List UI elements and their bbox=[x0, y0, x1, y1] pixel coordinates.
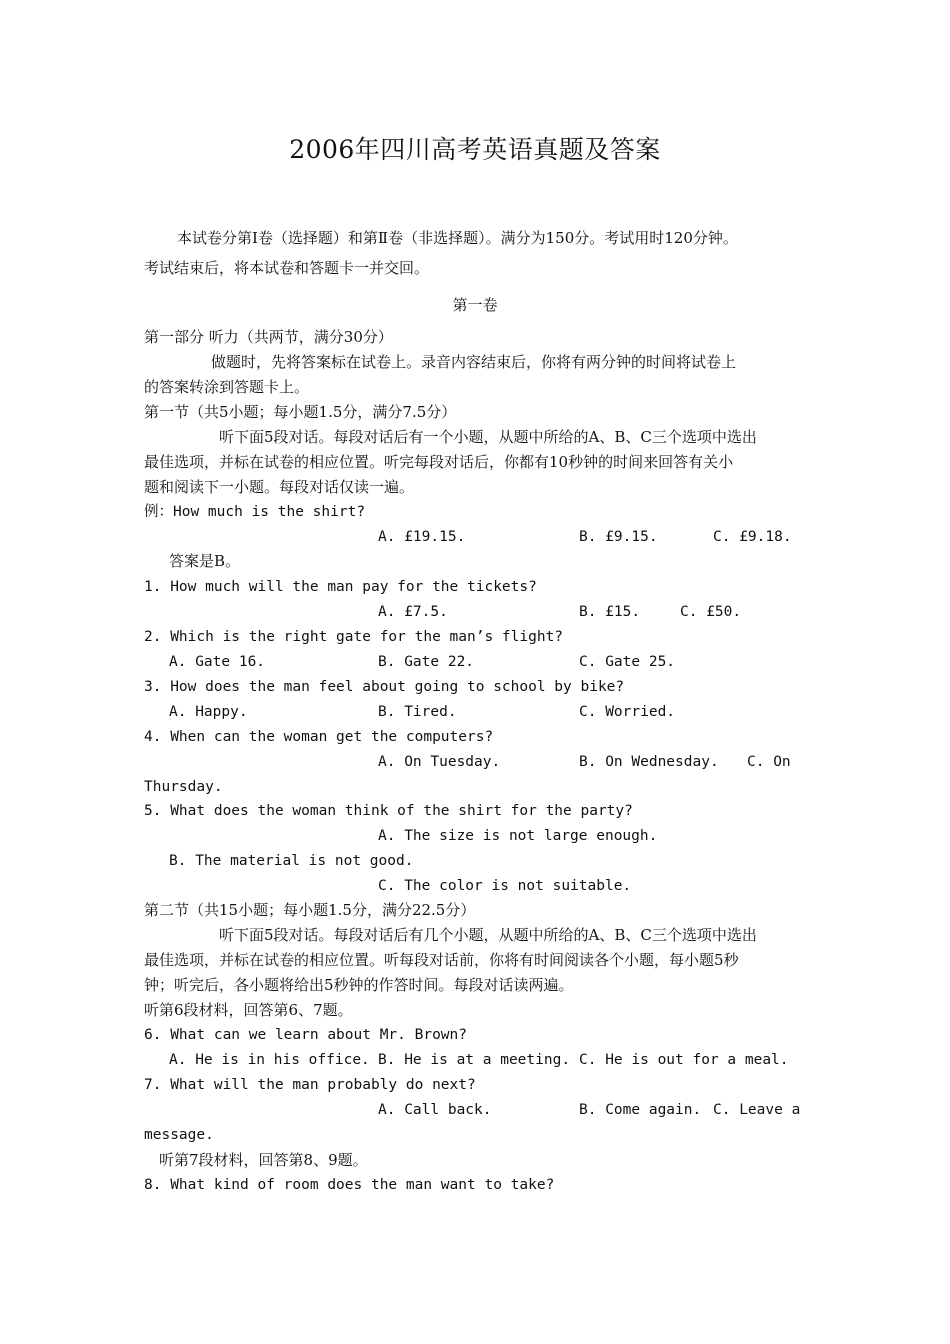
example-option-c: C. £9.18. bbox=[713, 529, 792, 545]
q7-option-a: A. Call back. bbox=[378, 1102, 492, 1118]
q5-option-a: A. The size is not large enough. bbox=[378, 828, 658, 844]
intro-line-2: 考试结束后，将本试卷和答题卡一并交回。 bbox=[144, 259, 430, 277]
q4-option-c-continued: Thursday. bbox=[144, 779, 223, 795]
q5-option-c: C. The color is not suitable. bbox=[378, 878, 632, 894]
section2-instruction-1: 听下面5段对话。每段对话后有几个小题，从题中所给的A、B、C三个选项中选出 bbox=[219, 926, 757, 944]
part1-heading: 第一部分 听力（共两节，满分30分） bbox=[144, 328, 393, 346]
intro-line-1: 本试卷分第Ⅰ卷（选择题）和第Ⅱ卷（非选择题）。满分为150分。考试用时120分钟。 bbox=[177, 229, 738, 247]
section2-instruction-3: 钟；听完后，各小题将给出5秒钟的作答时间。每段对话读两遍。 bbox=[144, 976, 574, 994]
q4-option-b: B. On Wednesday. bbox=[579, 754, 719, 770]
section1-instruction-1: 听下面5段对话。每段对话后有一个小题，从题中所给的A、B、C三个选项中选出 bbox=[219, 428, 757, 446]
example-option-b: B. £9.15. bbox=[579, 529, 658, 545]
q3-question: 3. How does the man feel about going to school by bike? bbox=[144, 679, 625, 695]
section1-heading: 第一节（共5小题；每小题1.5分，满分7.5分） bbox=[144, 403, 457, 421]
q6-option-a: A. He is in his office. bbox=[169, 1052, 370, 1068]
q7-option-c: C. Leave a bbox=[713, 1102, 801, 1118]
section2-heading: 第二节（共15小题；每小题1.5分，满分22.5分） bbox=[144, 901, 476, 919]
example-answer: 答案是B。 bbox=[169, 552, 241, 570]
q1-option-c: C. £50. bbox=[680, 604, 742, 620]
example-option-a: A. £19.15. bbox=[378, 529, 466, 545]
q3-option-b: B. Tired. bbox=[378, 704, 457, 720]
part1-instruction-1: 做题时，先将答案标在试卷上。录音内容结束后，你将有两分钟的时间将试卷上 bbox=[211, 353, 737, 371]
q5-option-b: B. The material is not good. bbox=[169, 853, 414, 869]
section1-instruction-3: 题和阅读下一小题。每段对话仅读一遍。 bbox=[144, 478, 415, 496]
q7-option-b: B. Come again. bbox=[579, 1102, 702, 1118]
section1-instruction-2: 最佳选项，并标在试卷的相应位置。听完每段对话后，你都有10秒钟的时间来回答有关小 bbox=[144, 453, 734, 471]
q3-option-c: C. Worried. bbox=[579, 704, 676, 720]
q4-option-c: C. On bbox=[747, 754, 791, 770]
passage6-label: 听第6段材料，回答第6、7题。 bbox=[144, 1001, 353, 1019]
q1-option-a: A. £7.5. bbox=[378, 604, 448, 620]
passage7-label: 听第7段材料，回答第8、9题。 bbox=[159, 1151, 368, 1169]
q7-question: 7. What will the man probably do next? bbox=[144, 1077, 476, 1093]
q6-option-b: B. He is at a meeting. bbox=[378, 1052, 571, 1068]
q4-option-a: A. On Tuesday. bbox=[378, 754, 501, 770]
q6-option-c: C. He is out for a meal. bbox=[579, 1052, 789, 1068]
part1-instruction-2: 的答案转涂到答题卡上。 bbox=[144, 378, 310, 396]
q5-question: 5. What does the woman think of the shirt for the party? bbox=[144, 803, 633, 819]
q1-question: 1. How much will the man pay for the tickets? bbox=[144, 579, 537, 595]
q1-option-b: B. £15. bbox=[579, 604, 641, 620]
page-title: 2006年四川高考英语真题及答案 bbox=[289, 135, 661, 164]
q4-question: 4. When can the woman get the computers? bbox=[144, 729, 494, 745]
q2-question: 2. Which is the right gate for the man’s flight? bbox=[144, 629, 564, 645]
section2-instruction-2: 最佳选项，并标在试卷的相应位置。听每段对话前，你将有时间阅读各个小题，每小题5秒 bbox=[144, 951, 739, 969]
q8-question: 8. What kind of room does the man want to take? bbox=[144, 1177, 555, 1193]
volume-title: 第一卷 bbox=[452, 296, 498, 314]
q2-option-c: C. Gate 25. bbox=[579, 654, 676, 670]
q2-option-b: B. Gate 22. bbox=[378, 654, 475, 670]
q2-option-a: A. Gate 16. bbox=[169, 654, 266, 670]
example-question: 例：How much is the shirt? bbox=[144, 504, 366, 520]
q6-question: 6. What can we learn about Mr. Brown? bbox=[144, 1027, 468, 1043]
q3-option-a: A. Happy. bbox=[169, 704, 248, 720]
q7-option-c-continued: message. bbox=[144, 1127, 214, 1143]
